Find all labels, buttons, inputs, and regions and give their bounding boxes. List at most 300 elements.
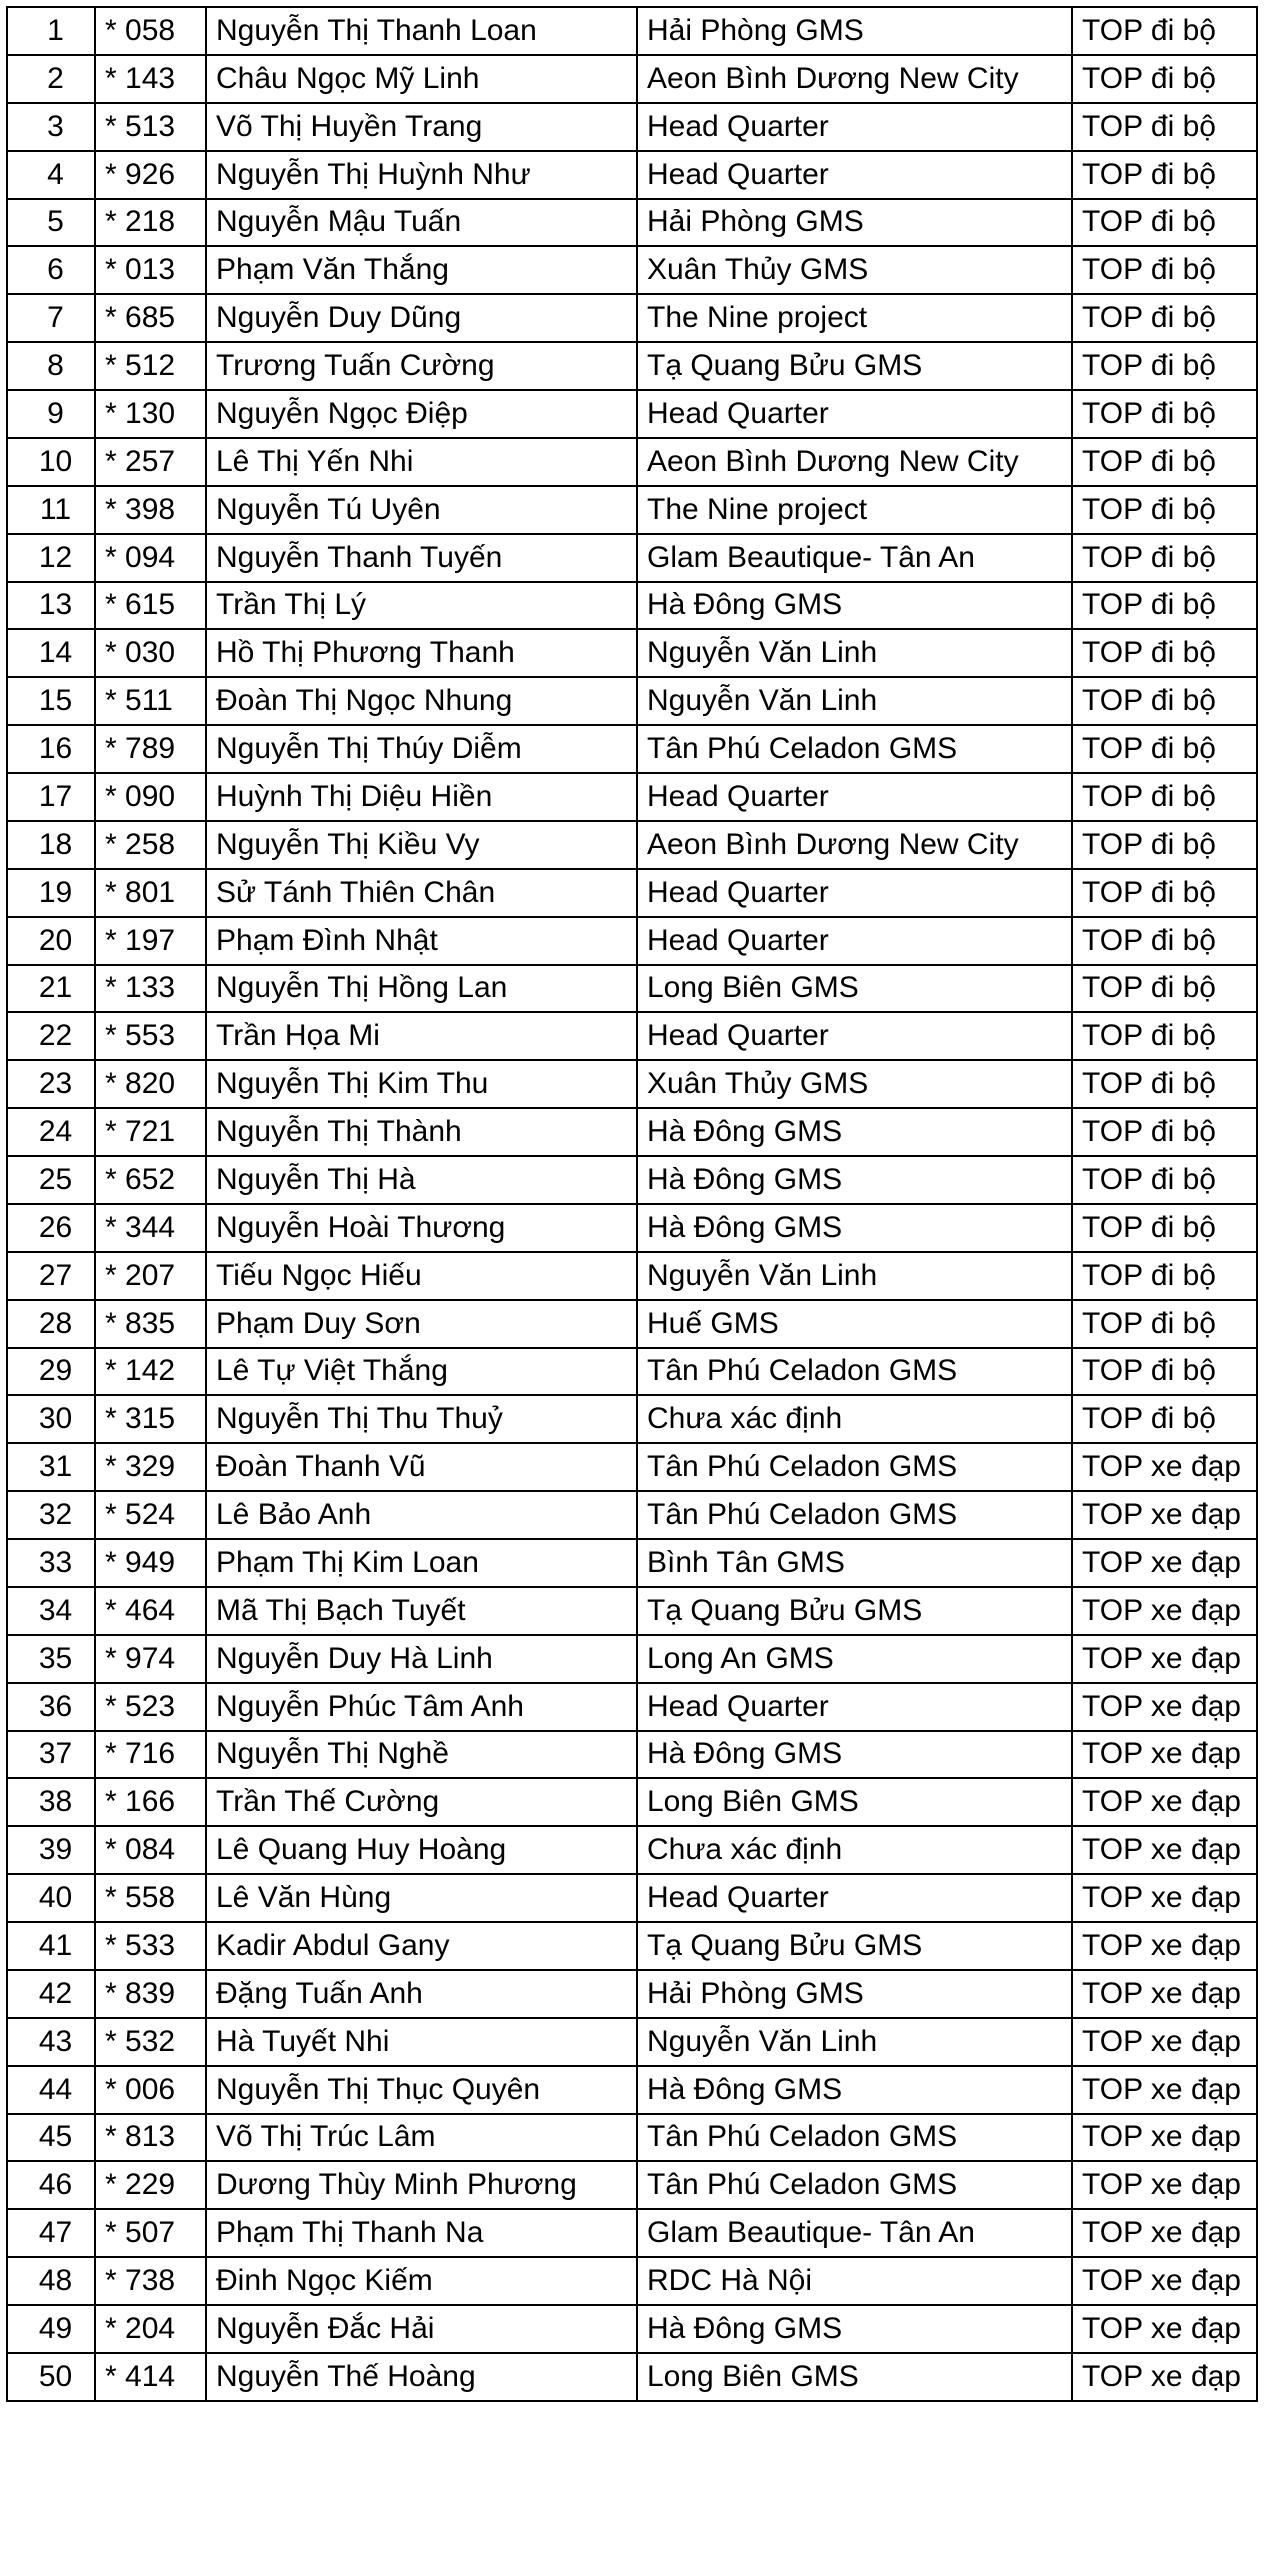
- location-cell: Nguyễn Văn Linh: [637, 2018, 1072, 2066]
- category-cell: TOP đi bộ: [1072, 199, 1257, 247]
- employee-name-cell: Phạm Duy Sơn: [206, 1300, 637, 1348]
- row-number-cell: 39: [7, 1826, 95, 1874]
- table-row: [7, 2353, 1257, 2401]
- employee-code-cell: * 130: [95, 390, 206, 438]
- location-cell: Tân Phú Celadon GMS: [637, 2161, 1072, 2209]
- employee-name-cell: Đinh Ngọc Kiếm: [206, 2257, 637, 2305]
- row-number-cell: 50: [7, 2353, 95, 2401]
- category-cell: TOP xe đạp: [1072, 1635, 1257, 1683]
- row-number-cell: 12: [7, 534, 95, 582]
- location-cell: Hà Đông GMS: [637, 1156, 1072, 1204]
- category-cell: TOP đi bộ: [1072, 917, 1257, 965]
- category-cell: TOP xe đạp: [1072, 1587, 1257, 1635]
- table-row: [7, 2161, 1257, 2209]
- row-number-cell: 29: [7, 1348, 95, 1396]
- table-row: [7, 2114, 1257, 2162]
- row-number-cell: 40: [7, 1874, 95, 1922]
- table-row: [7, 438, 1257, 486]
- table-row: [7, 629, 1257, 677]
- employee-name-cell: Nguyễn Thị Thục Quyên: [206, 2066, 637, 2114]
- employee-code-cell: * 197: [95, 917, 206, 965]
- location-cell: Hải Phòng GMS: [637, 199, 1072, 247]
- employee-code-cell: * 524: [95, 1491, 206, 1539]
- location-cell: Head Quarter: [637, 151, 1072, 199]
- employee-name-cell: Nguyễn Thế Hoàng: [206, 2353, 637, 2401]
- employee-name-cell: Nguyễn Duy Hà Linh: [206, 1635, 637, 1683]
- location-cell: Aeon Bình Dương New City: [637, 55, 1072, 103]
- category-cell: TOP đi bộ: [1072, 1204, 1257, 1252]
- employee-name-cell: Tiếu Ngọc Hiếu: [206, 1252, 637, 1300]
- employee-name-cell: Lê Tự Việt Thắng: [206, 1348, 637, 1396]
- row-number-cell: 21: [7, 965, 95, 1013]
- location-cell: Xuân Thủy GMS: [637, 246, 1072, 294]
- row-number-cell: 13: [7, 582, 95, 630]
- row-number-cell: 22: [7, 1012, 95, 1060]
- employee-name-cell: Lê Văn Hùng: [206, 1874, 637, 1922]
- employee-code-cell: * 464: [95, 1587, 206, 1635]
- location-cell: Head Quarter: [637, 773, 1072, 821]
- employee-code-cell: * 143: [95, 55, 206, 103]
- table-row: [7, 1348, 1257, 1396]
- row-number-cell: 20: [7, 917, 95, 965]
- location-cell: Tạ Quang Bửu GMS: [637, 1922, 1072, 1970]
- location-cell: Tạ Quang Bửu GMS: [637, 1587, 1072, 1635]
- category-cell: TOP xe đạp: [1072, 1443, 1257, 1491]
- location-cell: Hà Đông GMS: [637, 2305, 1072, 2353]
- employee-code-cell: * 218: [95, 199, 206, 247]
- table-row: [7, 1252, 1257, 1300]
- employee-code-cell: * 553: [95, 1012, 206, 1060]
- employee-code-cell: * 229: [95, 2161, 206, 2209]
- category-cell: TOP đi bộ: [1072, 1108, 1257, 1156]
- row-number-cell: 6: [7, 246, 95, 294]
- employee-name-cell: Đoàn Thanh Vũ: [206, 1443, 637, 1491]
- row-number-cell: 30: [7, 1395, 95, 1443]
- employee-name-cell: Nguyễn Thị Nghề: [206, 1731, 637, 1779]
- employee-code-cell: * 558: [95, 1874, 206, 1922]
- row-number-cell: 47: [7, 2209, 95, 2257]
- employee-code-cell: * 084: [95, 1826, 206, 1874]
- location-cell: Tạ Quang Bửu GMS: [637, 342, 1072, 390]
- employee-name-cell: Lê Quang Huy Hoàng: [206, 1826, 637, 1874]
- table-row: [7, 1060, 1257, 1108]
- employee-code-cell: * 685: [95, 294, 206, 342]
- row-number-cell: 37: [7, 1731, 95, 1779]
- category-cell: TOP đi bộ: [1072, 151, 1257, 199]
- table-row: [7, 151, 1257, 199]
- employee-name-cell: Nguyễn Mậu Tuấn: [206, 199, 637, 247]
- row-number-cell: 35: [7, 1635, 95, 1683]
- employee-name-cell: Nguyễn Phúc Tâm Anh: [206, 1683, 637, 1731]
- employee-code-cell: * 207: [95, 1252, 206, 1300]
- employee-code-cell: * 329: [95, 1443, 206, 1491]
- category-cell: TOP đi bộ: [1072, 1395, 1257, 1443]
- location-cell: Tân Phú Celadon GMS: [637, 1443, 1072, 1491]
- location-cell: Head Quarter: [637, 869, 1072, 917]
- location-cell: Long Biên GMS: [637, 965, 1072, 1013]
- employee-name-cell: Châu Ngọc Mỹ Linh: [206, 55, 637, 103]
- category-cell: TOP đi bộ: [1072, 1348, 1257, 1396]
- table-row: [7, 1731, 1257, 1779]
- ranking-table: [6, 6, 1258, 2402]
- employee-name-cell: Nguyễn Thị Thu Thuỷ: [206, 1395, 637, 1443]
- row-number-cell: 5: [7, 199, 95, 247]
- location-cell: Bình Tân GMS: [637, 1539, 1072, 1587]
- employee-code-cell: * 801: [95, 869, 206, 917]
- location-cell: Aeon Bình Dương New City: [637, 438, 1072, 486]
- row-number-cell: 25: [7, 1156, 95, 1204]
- category-cell: TOP đi bộ: [1072, 1012, 1257, 1060]
- category-cell: TOP xe đạp: [1072, 2353, 1257, 2401]
- category-cell: TOP xe đạp: [1072, 2305, 1257, 2353]
- employee-code-cell: * 414: [95, 2353, 206, 2401]
- employee-code-cell: * 511: [95, 677, 206, 725]
- employee-code-cell: * 133: [95, 965, 206, 1013]
- employee-name-cell: Nguyễn Thị Hà: [206, 1156, 637, 1204]
- category-cell: TOP xe đạp: [1072, 2161, 1257, 2209]
- table-row: [7, 486, 1257, 534]
- employee-name-cell: Dương Thùy Minh Phương: [206, 2161, 637, 2209]
- location-cell: Aeon Bình Dương New City: [637, 821, 1072, 869]
- table-row: [7, 1683, 1257, 1731]
- category-cell: TOP đi bộ: [1072, 1252, 1257, 1300]
- location-cell: Head Quarter: [637, 1874, 1072, 1922]
- category-cell: TOP xe đạp: [1072, 2257, 1257, 2305]
- location-cell: Hải Phòng GMS: [637, 1970, 1072, 2018]
- employee-code-cell: * 716: [95, 1731, 206, 1779]
- category-cell: TOP đi bộ: [1072, 1060, 1257, 1108]
- employee-name-cell: Nguyễn Hoài Thương: [206, 1204, 637, 1252]
- row-number-cell: 45: [7, 2114, 95, 2162]
- category-cell: TOP đi bộ: [1072, 7, 1257, 55]
- category-cell: TOP đi bộ: [1072, 1156, 1257, 1204]
- employee-name-cell: Nguyễn Tú Uyên: [206, 486, 637, 534]
- table-row: [7, 534, 1257, 582]
- employee-name-cell: Nguyễn Đắc Hải: [206, 2305, 637, 2353]
- table-row: [7, 1012, 1257, 1060]
- location-cell: Chưa xác định: [637, 1395, 1072, 1443]
- employee-name-cell: Võ Thị Trúc Lâm: [206, 2114, 637, 2162]
- location-cell: Nguyễn Văn Linh: [637, 629, 1072, 677]
- row-number-cell: 32: [7, 1491, 95, 1539]
- employee-code-cell: * 835: [95, 1300, 206, 1348]
- row-number-cell: 34: [7, 1587, 95, 1635]
- category-cell: TOP đi bộ: [1072, 342, 1257, 390]
- employee-name-cell: Hồ Thị Phương Thanh: [206, 629, 637, 677]
- employee-code-cell: * 789: [95, 725, 206, 773]
- row-number-cell: 17: [7, 773, 95, 821]
- location-cell: Glam Beautique- Tân An: [637, 2209, 1072, 2257]
- employee-code-cell: * 652: [95, 1156, 206, 1204]
- category-cell: TOP đi bộ: [1072, 582, 1257, 630]
- category-cell: TOP xe đạp: [1072, 2018, 1257, 2066]
- employee-name-cell: Nguyễn Duy Dũng: [206, 294, 637, 342]
- row-number-cell: 8: [7, 342, 95, 390]
- location-cell: Head Quarter: [637, 1012, 1072, 1060]
- employee-code-cell: * 721: [95, 1108, 206, 1156]
- row-number-cell: 33: [7, 1539, 95, 1587]
- row-number-cell: 11: [7, 486, 95, 534]
- employee-code-cell: * 533: [95, 1922, 206, 1970]
- employee-name-cell: Nguyễn Thị Thanh Loan: [206, 7, 637, 55]
- location-cell: Nguyễn Văn Linh: [637, 1252, 1072, 1300]
- employee-code-cell: * 094: [95, 534, 206, 582]
- row-number-cell: 18: [7, 821, 95, 869]
- table-row: [7, 294, 1257, 342]
- location-cell: Long Biên GMS: [637, 2353, 1072, 2401]
- employee-code-cell: * 058: [95, 7, 206, 55]
- employee-name-cell: Trần Thế Cường: [206, 1778, 637, 1826]
- row-number-cell: 4: [7, 151, 95, 199]
- table-row: [7, 1539, 1257, 1587]
- row-number-cell: 49: [7, 2305, 95, 2353]
- category-cell: TOP đi bộ: [1072, 486, 1257, 534]
- location-cell: Glam Beautique- Tân An: [637, 534, 1072, 582]
- category-cell: TOP đi bộ: [1072, 246, 1257, 294]
- employee-code-cell: * 006: [95, 2066, 206, 2114]
- table-row: [7, 725, 1257, 773]
- location-cell: Head Quarter: [637, 103, 1072, 151]
- employee-code-cell: * 030: [95, 629, 206, 677]
- employee-name-cell: Phạm Văn Thắng: [206, 246, 637, 294]
- employee-name-cell: Phạm Đình Nhật: [206, 917, 637, 965]
- row-number-cell: 7: [7, 294, 95, 342]
- category-cell: TOP xe đạp: [1072, 2114, 1257, 2162]
- employee-name-cell: Trần Họa Mi: [206, 1012, 637, 1060]
- employee-code-cell: * 166: [95, 1778, 206, 1826]
- table-row: [7, 1300, 1257, 1348]
- category-cell: TOP đi bộ: [1072, 965, 1257, 1013]
- table-row: [7, 342, 1257, 390]
- table-row: [7, 582, 1257, 630]
- employee-code-cell: * 813: [95, 2114, 206, 2162]
- location-cell: Head Quarter: [637, 1683, 1072, 1731]
- category-cell: TOP đi bộ: [1072, 725, 1257, 773]
- table-row: [7, 55, 1257, 103]
- row-number-cell: 38: [7, 1778, 95, 1826]
- category-cell: TOP xe đạp: [1072, 1683, 1257, 1731]
- table-row: [7, 1970, 1257, 2018]
- category-cell: TOP đi bộ: [1072, 103, 1257, 151]
- table-row: [7, 869, 1257, 917]
- category-cell: TOP đi bộ: [1072, 390, 1257, 438]
- category-cell: TOP đi bộ: [1072, 55, 1257, 103]
- employee-name-cell: Phạm Thị Thanh Na: [206, 2209, 637, 2257]
- table-row: [7, 2257, 1257, 2305]
- location-cell: Xuân Thủy GMS: [637, 1060, 1072, 1108]
- row-number-cell: 36: [7, 1683, 95, 1731]
- employee-code-cell: * 615: [95, 582, 206, 630]
- location-cell: Tân Phú Celadon GMS: [637, 725, 1072, 773]
- row-number-cell: 19: [7, 869, 95, 917]
- table-row: [7, 1874, 1257, 1922]
- table-row: [7, 103, 1257, 151]
- table-row: [7, 2209, 1257, 2257]
- row-number-cell: 43: [7, 2018, 95, 2066]
- employee-code-cell: * 090: [95, 773, 206, 821]
- location-cell: Hà Đông GMS: [637, 582, 1072, 630]
- table-row: [7, 390, 1257, 438]
- category-cell: TOP xe đạp: [1072, 1539, 1257, 1587]
- table-row: [7, 199, 1257, 247]
- location-cell: RDC Hà Nội: [637, 2257, 1072, 2305]
- location-cell: Long Biên GMS: [637, 1778, 1072, 1826]
- employee-name-cell: Đoàn Thị Ngọc Nhung: [206, 677, 637, 725]
- location-cell: Chưa xác định: [637, 1826, 1072, 1874]
- row-number-cell: 14: [7, 629, 95, 677]
- employee-name-cell: Nguyễn Ngọc Điệp: [206, 390, 637, 438]
- row-number-cell: 46: [7, 2161, 95, 2209]
- row-number-cell: 44: [7, 2066, 95, 2114]
- employee-name-cell: Kadir Abdul Gany: [206, 1922, 637, 1970]
- category-cell: TOP xe đạp: [1072, 2209, 1257, 2257]
- employee-name-cell: Nguyễn Thị Kiều Vy: [206, 821, 637, 869]
- location-cell: The Nine project: [637, 294, 1072, 342]
- category-cell: TOP xe đạp: [1072, 1491, 1257, 1539]
- category-cell: TOP đi bộ: [1072, 294, 1257, 342]
- employee-code-cell: * 513: [95, 103, 206, 151]
- row-number-cell: 42: [7, 1970, 95, 2018]
- category-cell: TOP đi bộ: [1072, 438, 1257, 486]
- employee-code-cell: * 258: [95, 821, 206, 869]
- category-cell: TOP đi bộ: [1072, 629, 1257, 677]
- employee-name-cell: Đặng Tuấn Anh: [206, 1970, 637, 2018]
- employee-name-cell: Phạm Thị Kim Loan: [206, 1539, 637, 1587]
- table-row: [7, 1635, 1257, 1683]
- table-row: [7, 1395, 1257, 1443]
- location-cell: The Nine project: [637, 486, 1072, 534]
- table-row: [7, 965, 1257, 1013]
- category-cell: TOP đi bộ: [1072, 821, 1257, 869]
- table-row: [7, 2305, 1257, 2353]
- employee-name-cell: Trương Tuấn Cường: [206, 342, 637, 390]
- location-cell: Hà Đông GMS: [637, 1204, 1072, 1252]
- location-cell: Tân Phú Celadon GMS: [637, 1348, 1072, 1396]
- location-cell: Tân Phú Celadon GMS: [637, 2114, 1072, 2162]
- category-cell: TOP đi bộ: [1072, 869, 1257, 917]
- category-cell: TOP xe đạp: [1072, 1970, 1257, 2018]
- location-cell: Huế GMS: [637, 1300, 1072, 1348]
- employee-code-cell: * 523: [95, 1683, 206, 1731]
- employee-name-cell: Huỳnh Thị Diệu Hiền: [206, 773, 637, 821]
- employee-code-cell: * 512: [95, 342, 206, 390]
- employee-name-cell: Hà Tuyết Nhi: [206, 2018, 637, 2066]
- category-cell: TOP xe đạp: [1072, 2066, 1257, 2114]
- table-row: [7, 1587, 1257, 1635]
- table-row: [7, 917, 1257, 965]
- location-cell: Nguyễn Văn Linh: [637, 677, 1072, 725]
- ranking-table-body: [7, 7, 1257, 2401]
- row-number-cell: 1: [7, 7, 95, 55]
- employee-code-cell: * 839: [95, 1970, 206, 2018]
- row-number-cell: 10: [7, 438, 95, 486]
- location-cell: Head Quarter: [637, 917, 1072, 965]
- employee-code-cell: * 013: [95, 246, 206, 294]
- row-number-cell: 3: [7, 103, 95, 151]
- category-cell: TOP đi bộ: [1072, 773, 1257, 821]
- employee-code-cell: * 344: [95, 1204, 206, 1252]
- employee-code-cell: * 507: [95, 2209, 206, 2257]
- table-row: [7, 1826, 1257, 1874]
- category-cell: TOP xe đạp: [1072, 1731, 1257, 1779]
- employee-name-cell: Võ Thị Huyền Trang: [206, 103, 637, 151]
- row-number-cell: 24: [7, 1108, 95, 1156]
- table-row: [7, 246, 1257, 294]
- employee-code-cell: * 738: [95, 2257, 206, 2305]
- row-number-cell: 23: [7, 1060, 95, 1108]
- table-row: [7, 1443, 1257, 1491]
- employee-code-cell: * 204: [95, 2305, 206, 2353]
- employee-name-cell: Lê Thị Yến Nhi: [206, 438, 637, 486]
- row-number-cell: 9: [7, 390, 95, 438]
- location-cell: Long An GMS: [637, 1635, 1072, 1683]
- employee-code-cell: * 820: [95, 1060, 206, 1108]
- table-row: [7, 2066, 1257, 2114]
- employee-code-cell: * 974: [95, 1635, 206, 1683]
- category-cell: TOP đi bộ: [1072, 1300, 1257, 1348]
- table-row: [7, 677, 1257, 725]
- category-cell: TOP xe đạp: [1072, 1874, 1257, 1922]
- table-row: [7, 1778, 1257, 1826]
- category-cell: TOP xe đạp: [1072, 1922, 1257, 1970]
- row-number-cell: 16: [7, 725, 95, 773]
- table-row: [7, 1156, 1257, 1204]
- table-row: [7, 1491, 1257, 1539]
- employee-name-cell: Nguyễn Thị Thành: [206, 1108, 637, 1156]
- employee-name-cell: Mã Thị Bạch Tuyết: [206, 1587, 637, 1635]
- category-cell: TOP đi bộ: [1072, 677, 1257, 725]
- employee-name-cell: Nguyễn Thị Hồng Lan: [206, 965, 637, 1013]
- table-row: [7, 7, 1257, 55]
- employee-code-cell: * 142: [95, 1348, 206, 1396]
- table-row: [7, 1108, 1257, 1156]
- location-cell: Hải Phòng GMS: [637, 7, 1072, 55]
- employee-code-cell: * 949: [95, 1539, 206, 1587]
- row-number-cell: 28: [7, 1300, 95, 1348]
- row-number-cell: 15: [7, 677, 95, 725]
- employee-code-cell: * 532: [95, 2018, 206, 2066]
- row-number-cell: 26: [7, 1204, 95, 1252]
- row-number-cell: 41: [7, 1922, 95, 1970]
- table-row: [7, 773, 1257, 821]
- table-row: [7, 1922, 1257, 1970]
- employee-name-cell: Sử Tánh Thiên Chân: [206, 869, 637, 917]
- table-row: [7, 2018, 1257, 2066]
- employee-code-cell: * 926: [95, 151, 206, 199]
- location-cell: Head Quarter: [637, 390, 1072, 438]
- row-number-cell: 31: [7, 1443, 95, 1491]
- employee-code-cell: * 257: [95, 438, 206, 486]
- employee-code-cell: * 315: [95, 1395, 206, 1443]
- employee-name-cell: Nguyễn Thị Kim Thu: [206, 1060, 637, 1108]
- row-number-cell: 48: [7, 2257, 95, 2305]
- employee-name-cell: Lê Bảo Anh: [206, 1491, 637, 1539]
- employee-code-cell: * 398: [95, 486, 206, 534]
- category-cell: TOP đi bộ: [1072, 534, 1257, 582]
- row-number-cell: 27: [7, 1252, 95, 1300]
- category-cell: TOP xe đạp: [1072, 1778, 1257, 1826]
- table-row: [7, 1204, 1257, 1252]
- location-cell: Hà Đông GMS: [637, 2066, 1072, 2114]
- table-row: [7, 821, 1257, 869]
- employee-name-cell: Nguyễn Thị Huỳnh Như: [206, 151, 637, 199]
- location-cell: Hà Đông GMS: [637, 1731, 1072, 1779]
- location-cell: Hà Đông GMS: [637, 1108, 1072, 1156]
- employee-name-cell: Nguyễn Thanh Tuyến: [206, 534, 637, 582]
- category-cell: TOP xe đạp: [1072, 1826, 1257, 1874]
- location-cell: Tân Phú Celadon GMS: [637, 1491, 1072, 1539]
- employee-name-cell: Nguyễn Thị Thúy Diễm: [206, 725, 637, 773]
